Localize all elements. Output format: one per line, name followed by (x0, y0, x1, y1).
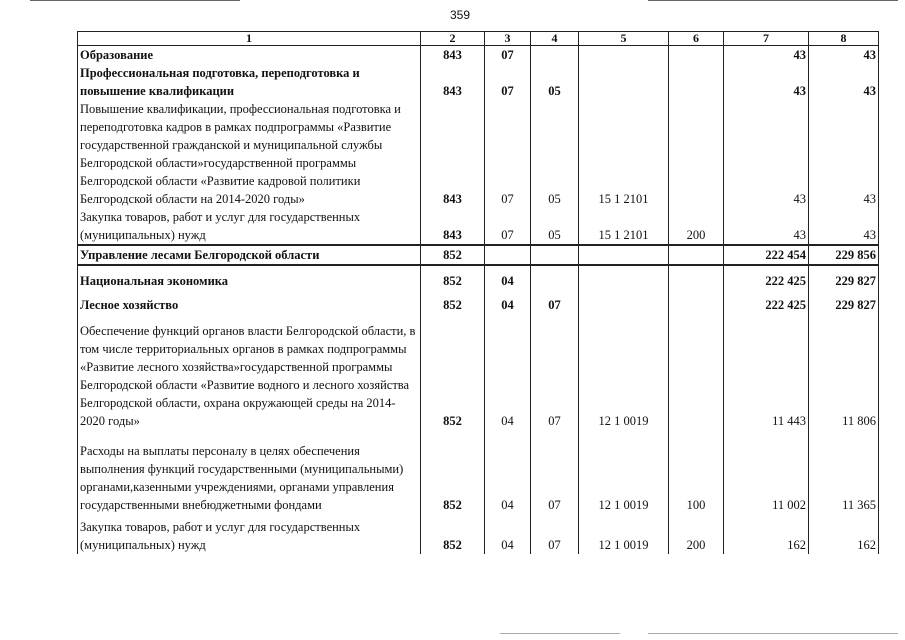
table-row (78, 290, 879, 314)
row-section-code: 07 (485, 208, 531, 245)
row-subsection-code: 05 (531, 100, 579, 208)
row-section-code: 04 (485, 430, 531, 514)
row-subsection-code: 05 (531, 208, 579, 245)
row-section-code: 04 (485, 290, 531, 314)
separator-cell (485, 265, 531, 272)
row-name: Повышение квалификации, профессиональная подготовка и переподготовка кадров в рамках подпрограммы «Развитие государственной гражданской и муниципальной службы Белгородской области»государственной программы Белгородской области «Развитие кадровой политики Белгородской области на 2014-2020 годы» (78, 100, 421, 208)
row-amount-2: 11 806 (809, 314, 879, 430)
row-name: Управление лесами Белгородской области (78, 245, 421, 265)
row-amount-1: 222 425 (724, 290, 809, 314)
row-expense-type: 200 (669, 208, 724, 245)
row-name: Обеспечение функций органов власти Белгородской области, в том числе территориальных органов в рамках подпрограммы «Развитие лесного хозяйства»государственной программы Белгородской области «Развитие водного и лесного хозяйства Белгородской области, охрана окружающей среды на 2014-2020 годы» (78, 314, 421, 430)
separator-cell (421, 265, 485, 272)
row-target-article (579, 290, 669, 314)
row-ministry-code: 852 (421, 314, 485, 430)
row-name: Образование (78, 46, 421, 65)
row-amount-1: 43 (724, 46, 809, 65)
row-section-code: 07 (485, 100, 531, 208)
table-row (78, 272, 879, 290)
row-ministry-code: 843 (421, 46, 485, 65)
row-target-article: 12 1 0019 (579, 430, 669, 514)
row-section-code: 04 (485, 514, 531, 554)
header-cell-5: 5 (579, 32, 669, 46)
row-expense-type (669, 314, 724, 430)
row-subsection-code: 07 (531, 314, 579, 430)
row-target-article: 15 1 2101 (579, 100, 669, 208)
row-expense-type (669, 46, 724, 65)
row-amount-1: 11 002 (724, 430, 809, 514)
separator-cell (78, 265, 421, 272)
row-amount-2: 162 (809, 514, 879, 554)
separator-cell (724, 265, 809, 272)
table-row (78, 245, 879, 265)
row-subsection-code (531, 272, 579, 290)
row-subsection-code: 07 (531, 430, 579, 514)
row-amount-2: 43 (809, 64, 879, 100)
top-rule-right (648, 0, 898, 1)
header-cell-6: 6 (669, 32, 724, 46)
bottom-rule-mid (500, 633, 620, 634)
row-amount-1: 43 (724, 208, 809, 245)
row-name: Национальная экономика (78, 272, 421, 290)
row-expense-type (669, 100, 724, 208)
row-ministry-code: 843 (421, 100, 485, 208)
header-cell-7: 7 (724, 32, 809, 46)
row-amount-1: 162 (724, 514, 809, 554)
row-amount-1: 222 454 (724, 245, 809, 265)
row-amount-1: 43 (724, 64, 809, 100)
row-expense-type: 100 (669, 430, 724, 514)
row-name: Профессиональная подготовка, переподготовка и повышение квалификации (78, 64, 421, 100)
row-expense-type: 200 (669, 514, 724, 554)
row-subsection-code: 07 (531, 290, 579, 314)
budget-table (77, 31, 879, 554)
row-amount-1: 11 443 (724, 314, 809, 430)
row-amount-2: 229 827 (809, 290, 879, 314)
row-ministry-code: 852 (421, 245, 485, 265)
table-row (78, 100, 879, 208)
header-row (78, 32, 879, 46)
row-target-article: 12 1 0019 (579, 314, 669, 430)
table-row (78, 64, 879, 100)
row-expense-type (669, 64, 724, 100)
separator-cell (809, 265, 879, 272)
row-section-code: 07 (485, 46, 531, 65)
table-row (78, 46, 879, 65)
row-amount-2: 11 365 (809, 430, 879, 514)
row-amount-2: 43 (809, 100, 879, 208)
row-target-article (579, 46, 669, 65)
row-section-code: 04 (485, 272, 531, 290)
row-subsection-code (531, 245, 579, 265)
top-rule-left (30, 0, 240, 1)
bottom-rule-right (648, 633, 898, 634)
row-section-code: 04 (485, 314, 531, 430)
row-target-article: 12 1 0019 (579, 514, 669, 554)
row-name: Расходы на выплаты персоналу в целях обеспечения выполнения функций государственными (муниципальными) органами,казенными учреждениями, органами управления государственными внебюджетными фондами (78, 430, 421, 514)
row-expense-type (669, 272, 724, 290)
row-name: Лесное хозяйство (78, 290, 421, 314)
header-cell-1: 1 (78, 32, 421, 46)
row-amount-2: 229 856 (809, 245, 879, 265)
row-name: Закупка товаров, работ и услуг для государственных (муниципальных) нужд (78, 514, 421, 554)
row-subsection-code: 05 (531, 64, 579, 100)
row-ministry-code: 843 (421, 208, 485, 245)
row-ministry-code: 852 (421, 430, 485, 514)
table-row (78, 430, 879, 514)
row-amount-2: 43 (809, 208, 879, 245)
row-separator (78, 265, 879, 272)
header-cell-3: 3 (485, 32, 531, 46)
row-subsection-code: 07 (531, 514, 579, 554)
separator-cell (531, 265, 579, 272)
row-section-code: 07 (485, 64, 531, 100)
row-name: Закупка товаров, работ и услуг для государственных (муниципальных) нужд (78, 208, 421, 245)
separator-cell (669, 265, 724, 272)
row-amount-1: 222 425 (724, 272, 809, 290)
row-target-article (579, 272, 669, 290)
row-expense-type (669, 290, 724, 314)
row-ministry-code: 852 (421, 272, 485, 290)
row-target-article: 15 1 2101 (579, 208, 669, 245)
row-amount-2: 229 827 (809, 272, 879, 290)
row-target-article (579, 64, 669, 100)
row-expense-type (669, 245, 724, 265)
row-amount-2: 43 (809, 46, 879, 65)
table-row (78, 514, 879, 554)
row-subsection-code (531, 46, 579, 65)
row-amount-1: 43 (724, 100, 809, 208)
table-row (78, 208, 879, 245)
row-ministry-code: 843 (421, 64, 485, 100)
header-cell-8: 8 (809, 32, 879, 46)
header-cell-2: 2 (421, 32, 485, 46)
header-cell-4: 4 (531, 32, 579, 46)
table-row (78, 314, 879, 430)
page-number: 359 (449, 8, 471, 22)
row-target-article (579, 245, 669, 265)
row-ministry-code: 852 (421, 514, 485, 554)
row-section-code (485, 245, 531, 265)
row-ministry-code: 852 (421, 290, 485, 314)
separator-cell (579, 265, 669, 272)
